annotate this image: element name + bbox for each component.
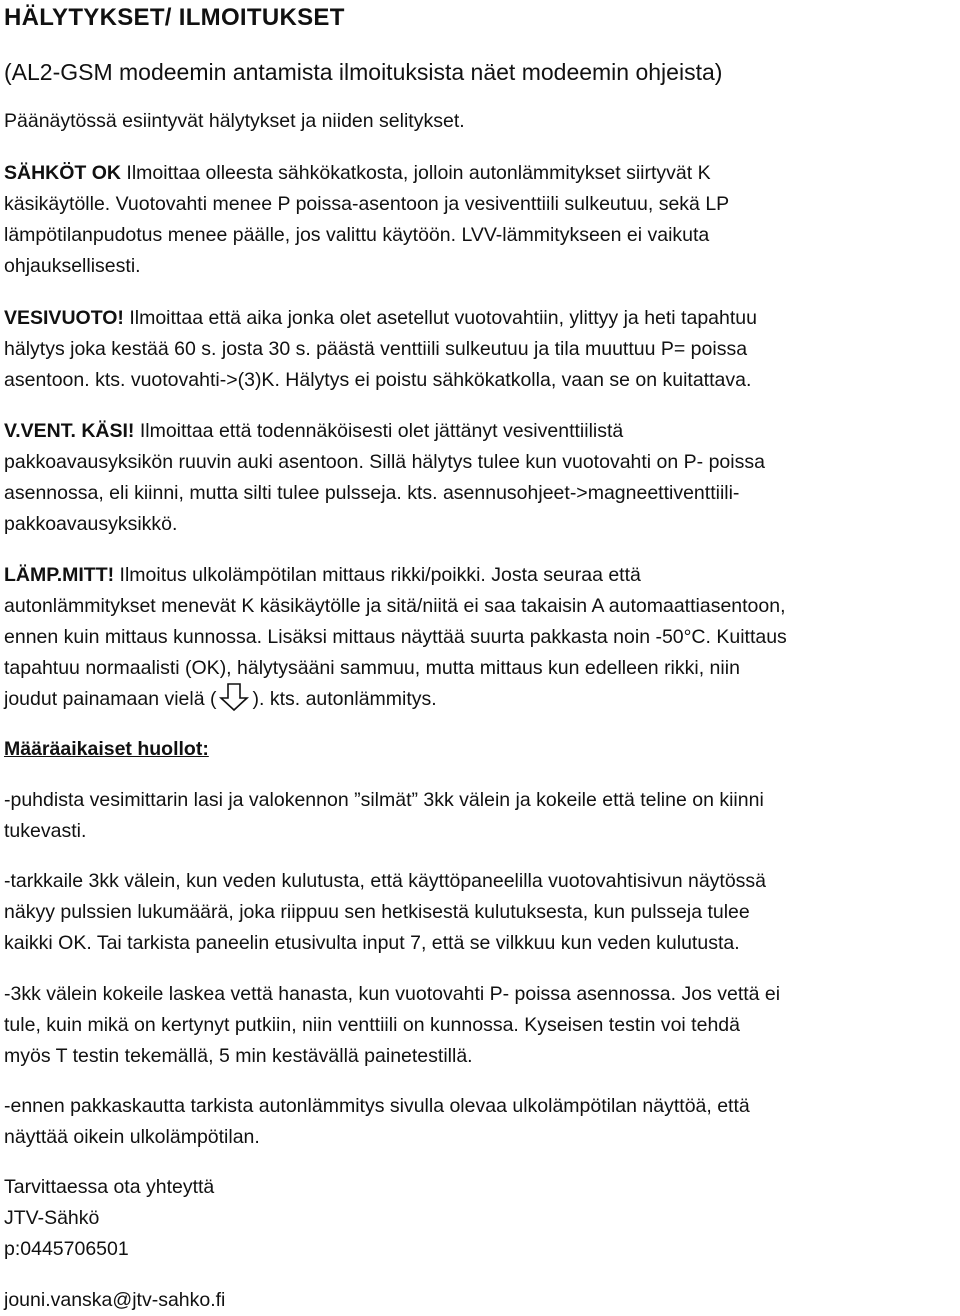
section-line: tapahtuu normaalisti (OK), hälytysääni sammuu, mutta mittaus kun edelleen rikki, niin bbox=[4, 657, 740, 679]
section-line: pakkoavausyksikön ruuvin auki asentoon. Sillä hälytys tulee kun vuotovahti on P- poissa bbox=[4, 451, 765, 473]
contact-email[interactable]: jouni.vanska@jtv-sahko.fi bbox=[4, 1289, 226, 1311]
section-text: ). kts. autonlämmitys. bbox=[252, 688, 437, 710]
maintenance-item bbox=[4, 1091, 956, 1153]
section-line: käsikäytölle. Vuotovahti menee P poissa-asentoon ja vesiventtiili sulkeutuu, sekä LP bbox=[4, 193, 730, 215]
section-line: ohjauksellisesti. bbox=[4, 255, 141, 277]
contact-block bbox=[4, 1172, 956, 1265]
maintenance-item bbox=[4, 866, 956, 959]
maintenance-line: näkyy pulssien lukumäärä, joka riippuu sen hetkisestä kulutuksesta, kun pulsseja tulee bbox=[4, 901, 750, 923]
maintenance-heading: Määräaikaiset huollot: bbox=[4, 738, 209, 760]
section-text: Ilmoitus ulkolämpötilan mittaus rikki/poikki. Josta seuraa että bbox=[114, 564, 641, 586]
maintenance-line: -puhdista vesimittarin lasi ja valokennon ”silmät” 3kk välein ja kokeile että teline on kiinni bbox=[4, 789, 764, 811]
section-vvent-kasi bbox=[4, 416, 956, 540]
maintenance-line: näyttää oikein ulkolämpötilan. bbox=[4, 1126, 260, 1148]
section-line: hälytys joka kestää 60 s. josta 30 s. päästä venttiili sulkeutuu ja tila muuttuu P= poissa bbox=[4, 338, 748, 360]
down-arrow-icon bbox=[218, 682, 250, 712]
section-label: LÄMP.MITT! bbox=[4, 564, 115, 586]
maintenance-item bbox=[4, 785, 956, 847]
section-sahkot-ok bbox=[4, 158, 956, 282]
contact-intro: Tarvittaessa ota yhteyttä bbox=[4, 1176, 215, 1198]
section-text: Ilmoittaa että todennäköisesti olet jättänyt vesiventtiilistä bbox=[134, 420, 624, 442]
section-line: asennossa, eli kiinni, mutta silti tulee pulsseja. kts. asennusohjeet->magneettiventtiili- bbox=[4, 482, 740, 504]
contact-company: JTV-Sähkö bbox=[4, 1207, 100, 1229]
section-line bbox=[4, 684, 956, 715]
maintenance-line: -3kk välein kokeile laskea vettä hanasta, kun vuotovahti P- poissa asennossa. Jos vettä ei bbox=[4, 983, 781, 1005]
page-subtitle: (AL2-GSM modeemin antamista ilmoituksista näet modeemin ohjeista) bbox=[4, 59, 723, 85]
maintenance-line: kaikki OK. Tai tarkista paneelin etusivulta input 7, että se vilkkuu kun veden kulutusta. bbox=[4, 932, 740, 954]
maintenance-line: tule, kuin mikä on kertynyt putkiin, niin venttiili on kunnossa. Kyseisen testin voi tehdä bbox=[4, 1014, 740, 1036]
page-title: HÄLYTYKSET/ ILMOITUKSET bbox=[4, 4, 345, 31]
section-vesivuoto bbox=[4, 303, 956, 396]
section-text: Ilmoittaa että aika jonka olet asetellut vuotovahtiin, ylittyy ja heti tapahtuu bbox=[123, 307, 757, 329]
section-label: SÄHKÖT OK bbox=[4, 162, 121, 184]
section-text: Ilmoittaa olleesta sähkökatkosta, jolloin autonlämmitykset siirtyvät K bbox=[121, 162, 711, 184]
section-text: joudut painamaan vielä ( bbox=[4, 688, 217, 710]
intro-paragraph: Päänäytössä esiintyvät hälytykset ja niiden selitykset. bbox=[4, 110, 465, 132]
maintenance-item bbox=[4, 979, 956, 1072]
contact-phone: p:0445706501 bbox=[4, 1238, 129, 1260]
maintenance-line: -ennen pakkaskautta tarkista autonlämmitys sivulla olevaa ulkolämpötilan näyttöä, että bbox=[4, 1095, 750, 1117]
section-label: VESIVUOTO! bbox=[4, 307, 124, 329]
section-line: pakkoavausyksikkö. bbox=[4, 513, 178, 535]
section-line bbox=[4, 158, 956, 189]
maintenance-line: myös T testin tekemällä, 5 min kestävällä painetestillä. bbox=[4, 1045, 473, 1067]
section-line bbox=[4, 416, 956, 447]
section-line: asentoon. kts. vuotovahti->(3)K. Hälytys ei poistu sähkökatkolla, vaan se on kuitattava. bbox=[4, 369, 752, 391]
section-line: lämpötilanpudotus menee päälle, jos valittu käytöön. LVV-lämmitykseen ei vaikuta bbox=[4, 224, 710, 246]
maintenance-line: -tarkkaile 3kk välein, kun veden kulutusta, että käyttöpaneelilla vuotovahtisivun näytössä bbox=[4, 870, 767, 892]
section-line: ennen kuin mittaus kunnossa. Lisäksi mittaus näyttää suurta pakkasta noin -50°C. Kuittaus bbox=[4, 626, 787, 648]
section-lamp-mitt bbox=[4, 560, 956, 715]
maintenance-line: tukevasti. bbox=[4, 820, 87, 842]
section-line: autonlämmitykset menevät K käsikäytölle ja sitä/niitä ei saa takaisin A automaattiasentoon, bbox=[4, 595, 786, 617]
section-label: V.VENT. KÄSI! bbox=[4, 420, 135, 442]
section-line bbox=[4, 560, 956, 591]
section-line bbox=[4, 303, 956, 334]
